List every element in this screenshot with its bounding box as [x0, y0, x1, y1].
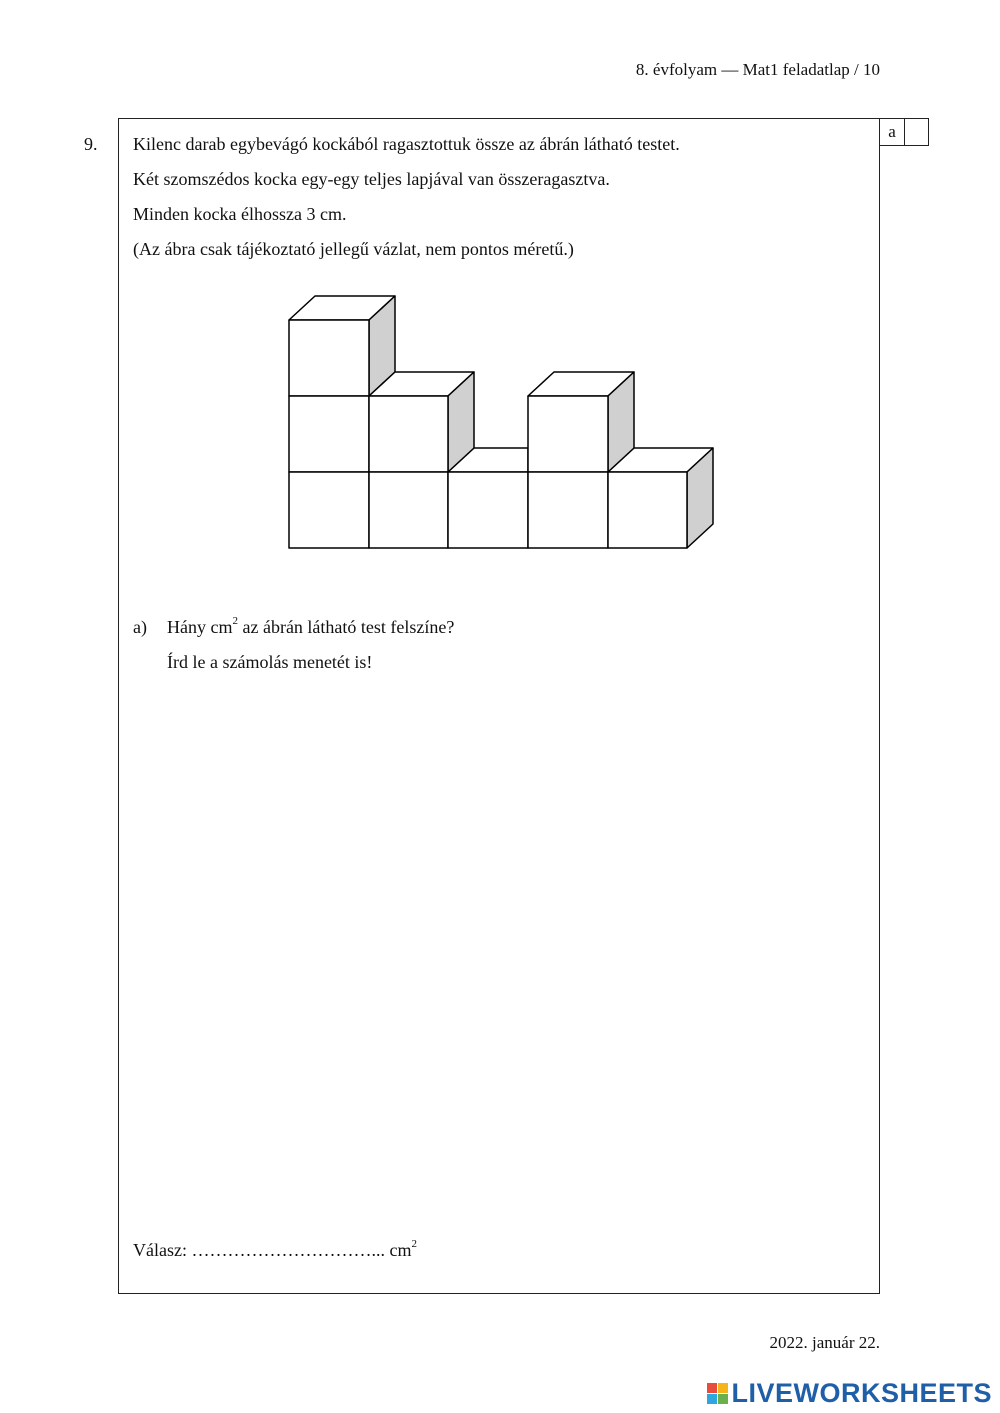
part-a-question	[167, 617, 454, 638]
liveworksheets-logo	[707, 1378, 992, 1409]
logo-square	[718, 1383, 728, 1393]
part-a-label: a)	[133, 617, 147, 637]
question-line-2: Két szomszédos kocka egy-egy teljes lapjával van összeragasztva.	[133, 169, 610, 189]
question-number: 9.	[84, 134, 98, 154]
logo-square	[718, 1394, 728, 1404]
square-exponent: 2	[232, 615, 238, 627]
cube-front-face	[289, 472, 369, 548]
answer-line[interactable]	[133, 1240, 417, 1261]
footer-date: 2022. január 22.	[769, 1333, 880, 1352]
cube-front-face	[528, 472, 608, 548]
cube-front-face	[289, 396, 369, 472]
page-header: 8. évfolyam — Mat1 feladatlap / 10	[635, 60, 880, 79]
part-a-question-text-rest: az ábrán látható test felszíne?	[237, 617, 455, 637]
logo-square	[707, 1394, 717, 1404]
logo-mark-icon	[707, 1383, 728, 1404]
cube-front-face	[448, 472, 528, 548]
logo-square	[707, 1383, 717, 1393]
cube-front-face	[608, 472, 687, 548]
cube-front-face	[528, 396, 608, 472]
question-line-4: (Az ábra csak tájékoztató jellegű vázlat, nem pontos méretű.)	[133, 239, 574, 259]
part-a-instruction: Írd le a számolás menetét is!	[167, 652, 373, 672]
logo-text: LIVEWORKSHEETS	[731, 1378, 992, 1408]
score-box	[879, 118, 929, 146]
cube-front-face	[289, 320, 369, 396]
score-label: a	[888, 122, 896, 141]
answer-text: Válasz: …………………………... cm	[133, 1240, 412, 1260]
cube-front-face	[369, 396, 448, 472]
part-a-question-text: Hány cm	[167, 617, 233, 637]
question-line-3: Minden kocka élhossza 3 cm.	[133, 204, 347, 224]
answer-unit-exponent: 2	[411, 1238, 417, 1250]
question-line-1: Kilenc darab egybevágó kockából ragasztottuk össze az ábrán látható testet.	[133, 134, 680, 154]
cube-figure	[280, 288, 720, 558]
score-input[interactable]	[904, 119, 928, 145]
cube-front-face	[369, 472, 448, 548]
